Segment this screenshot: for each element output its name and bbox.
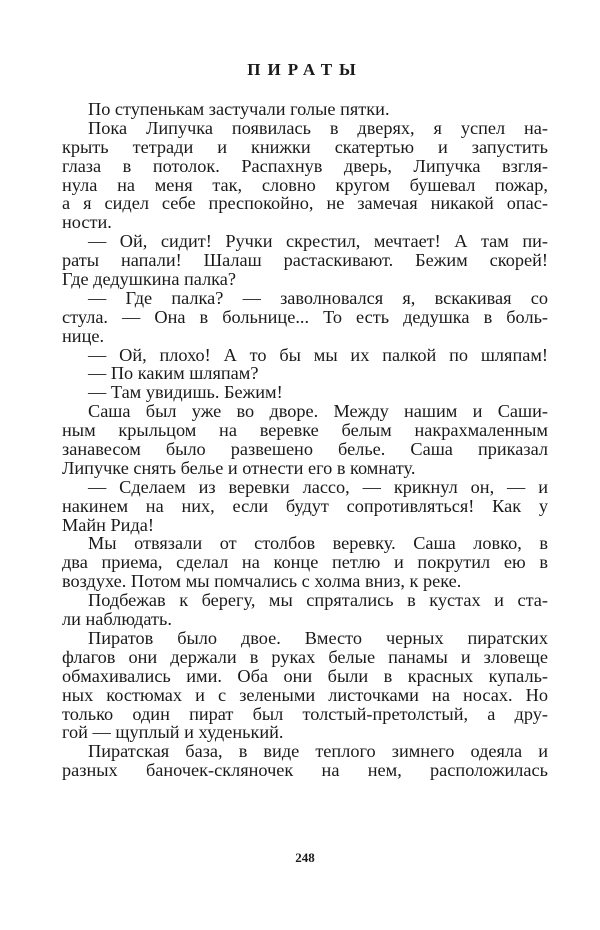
- text-line: — Ой, сидит! Ручки скрестил, мечтает! А там пи-: [88, 231, 548, 252]
- text-line: — По каким шляпам?: [88, 363, 259, 384]
- text-line: Липучке снять белье и отнести его в комнату.: [62, 457, 416, 478]
- text-line: нице.: [62, 325, 105, 346]
- text-line: два приема, сделал на конце петлю и покрутил ею в: [62, 552, 548, 573]
- text-line: флагов они держали в руках белые панамы и зловеще: [62, 646, 548, 667]
- text-line: ли наблюдать.: [62, 609, 172, 630]
- text-line: — Где палка? — заволновался я, вскакивая со: [88, 287, 548, 308]
- text-line: Подбежав к берегу, мы спрятались в кустах и ста-: [88, 590, 548, 611]
- text-line: накинем на них, если будут сопротивляться! Как у: [62, 495, 548, 516]
- text-line: занавесом было развешено белье. Саша приказал: [62, 439, 548, 460]
- text-line: крыть тетради и книжки скатертью и запустить: [62, 136, 548, 157]
- text-line: стула. — Она в больнице... То есть дедушка в боль-: [62, 306, 548, 327]
- text-line: Пока Липучка появилась в дверях, я успел на-: [88, 117, 548, 138]
- text-line: Саша был уже во дворе. Между нашим и Саши-: [88, 401, 548, 422]
- text-line: обмахивались ими. Оба они были в красных купаль-: [62, 665, 548, 686]
- chapter-title: ПИРАТЫ: [247, 60, 363, 79]
- text-line: глаза в потолок. Распахнув дверь, Липучка взгля-: [62, 155, 548, 176]
- page-number: 248: [295, 850, 315, 865]
- text-line: нула на меня так, словно кругом бушевал пожар,: [62, 174, 548, 195]
- text-line: Пиратов было двое. Вместо черных пиратских: [88, 627, 548, 648]
- text-line: — Там увидишь. Бежим!: [88, 382, 283, 403]
- text-line: а я сидел себе преспокойно, не замечая никакой опас-: [62, 193, 548, 214]
- text-line: Майн Рида!: [62, 514, 154, 535]
- text-line: разных баночек-скляночек на нем, расположилась: [62, 760, 548, 781]
- text-line: только один пират был толстый-претолстый, а дру-: [62, 703, 548, 724]
- text-line: ности.: [62, 212, 112, 233]
- text-line: По ступенькам застучали голые пятки.: [88, 99, 390, 119]
- text-line: Мы отвязали от столбов веревку. Саша ловко, в: [88, 533, 548, 554]
- text-line: раты напали! Шалаш растаскивают. Бежим скорей!: [62, 250, 548, 271]
- text-line: гой — щуплый и худенький.: [62, 722, 284, 743]
- text-line: Где дедушкина палка?: [62, 269, 237, 290]
- text-line: ным крыльцом на веревке белым накрахмаленным: [62, 420, 548, 441]
- text-line: Пиратская база, в виде теплого зимнего одеяла и: [88, 741, 548, 762]
- body-text: [62, 100, 548, 780]
- text-line: воздухе. Потом мы помчались с холма вниз, к реке.: [62, 571, 462, 592]
- text-line: ных костюмах и с зелеными листочками на носах. Но: [62, 684, 548, 705]
- text-line: — Сделаем из веревки лассо, — крикнул он, — и: [88, 476, 548, 497]
- text-line: — Ой, плохо! А то бы мы их палкой по шляпам!: [88, 344, 548, 365]
